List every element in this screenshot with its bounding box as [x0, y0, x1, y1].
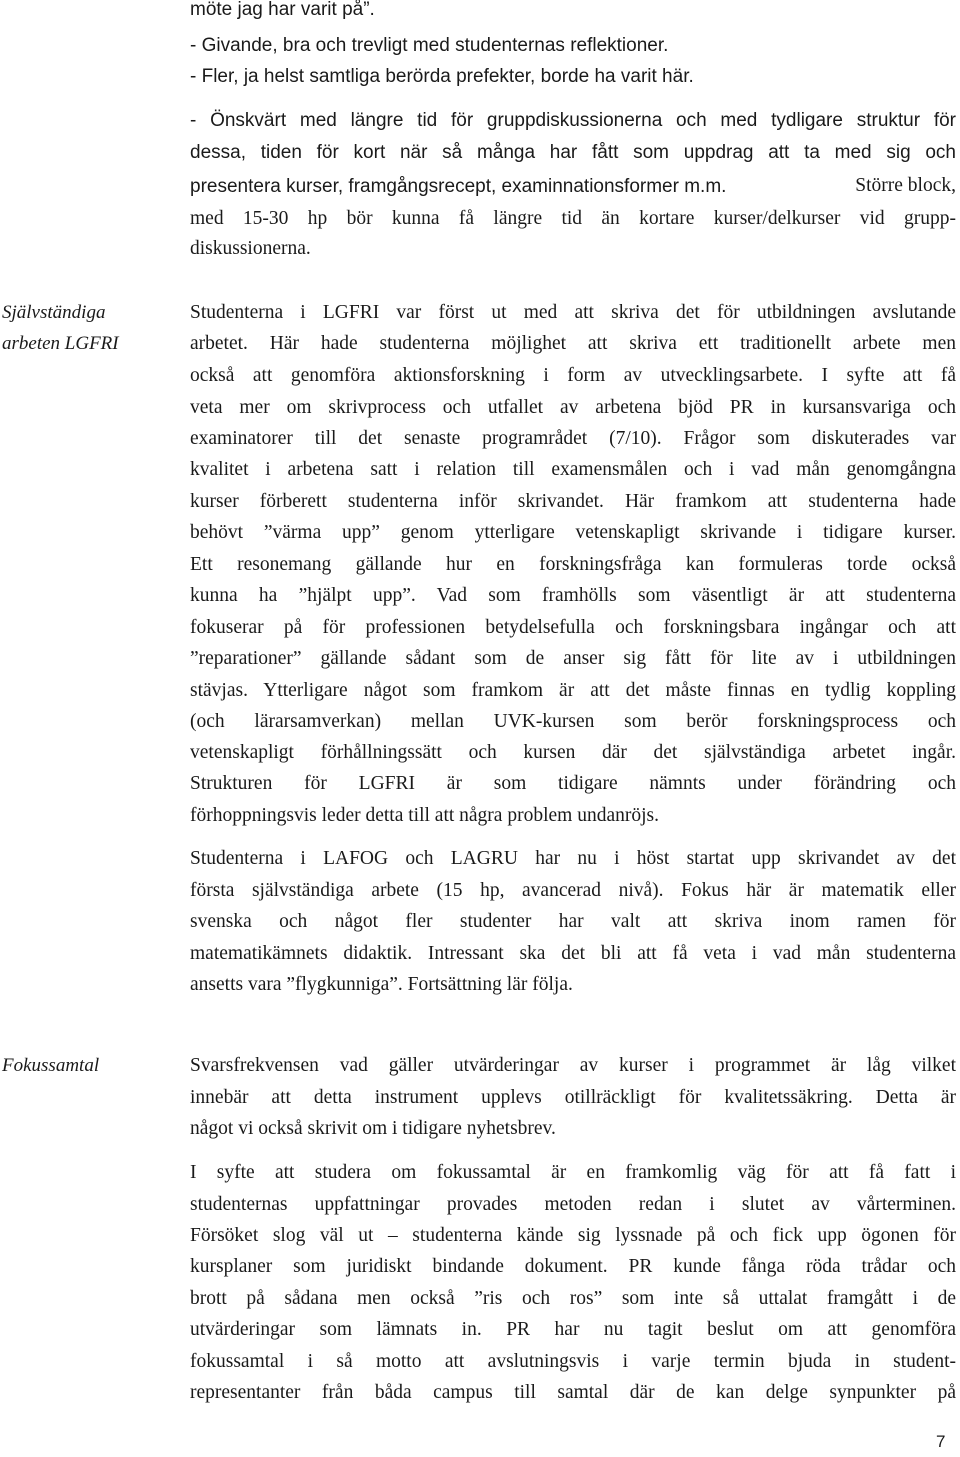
- paragraph-line: fokussamtal i så motto att avslutningsvis i varje termin bjuda in student-: [190, 1351, 956, 1372]
- margin-label: Fokussamtal: [2, 1055, 100, 1076]
- text-line: möte jag har varit på”.: [190, 0, 375, 20]
- paragraph-line: också att genomföra aktionsforskning i form av utvecklingsarbete. I syfte att få: [190, 365, 956, 386]
- bullet-line: - Givande, bra och trevligt med studenternas reflektioner.: [190, 35, 669, 56]
- paragraph-line: Studenterna i LGFRI var först ut med att skriva det för utbildningen avslutande: [190, 302, 956, 323]
- paragraph-line: brott på sådana men också ”ris och ros” som inte så uttalat framgått i de: [190, 1288, 956, 1309]
- paragraph-line: förhoppningsvis leder detta till att några problem undanröjs.: [190, 805, 659, 826]
- paragraph-line: Strukturen för LGFRI är som tidigare nämnts under förändring och: [190, 773, 956, 794]
- paragraph-line: kursplaner som juridiskt bindande dokument. PR kunde fånga röda trådar och: [190, 1256, 956, 1277]
- paragraph-line: svenska och något fler studenter har valt att skriva inom ramen för: [190, 911, 956, 932]
- paragraph-line: veta mer om skrivprocess och utfallet av arbetena bjöd PR in kursansvariga och: [190, 397, 956, 418]
- paragraph-line: innebär att detta instrument upplevs otillräckligt för kvalitetssäkring. Detta är: [190, 1087, 956, 1108]
- paragraph-line: kvalitet i arbetena satt i relation till examensmålen och i vad mån genomgångna: [190, 459, 956, 480]
- text-line: presentera kurser, framgångsrecept, examinnationsformer m.m.: [190, 176, 727, 197]
- paragraph-line: kunna ha ”hjälpt upp”. Vad som framhölls som väsentligt är att studenterna: [190, 585, 956, 606]
- page-number: 7: [936, 1432, 946, 1451]
- paragraph-line: vetenskapligt förhållningssätt och kursen där det självständiga arbetet ingår.: [190, 742, 956, 763]
- paragraph-line: arbetet. Här hade studenterna möjlighet att skriva ett traditionellt arbete men: [190, 333, 956, 354]
- paragraph-line: kurser förberett studenterna inför skrivandet. Här framkom att studenterna hade: [190, 491, 956, 512]
- paragraph-line: examinatorer till det senaste programrådet (7/10). Frågor som diskuterades var: [190, 428, 956, 449]
- bullet-line: - Önskvärt med längre tid för gruppdiskussionerna och med tydligare struktur för: [190, 110, 956, 131]
- paragraph-line: ”reparationer” gällande sådant som de anser sig fått för lite av i utbildningen: [190, 648, 956, 669]
- paragraph-line: matematikämnets didaktik. Intressant ska det bli att få veta i vad mån studenterna: [190, 943, 956, 964]
- text-line: diskussionerna.: [190, 238, 311, 259]
- paragraph-line: Svarsfrekvensen vad gäller utvärderingar av kurser i programmet är låg vilket: [190, 1055, 956, 1076]
- paragraph-line: I syfte att studera om fokussamtal är en framkomlig väg för att få fatt i: [190, 1162, 956, 1183]
- paragraph-line: (och lärarsamverkan) mellan UVK-kursen som berör forskningsprocess och: [190, 711, 956, 732]
- bullet-line: - Fler, ja helst samtliga berörda prefekter, borde ha varit här.: [190, 66, 694, 87]
- paragraph-line: Studenterna i LAFOG och LAGRU har nu i höst startat upp skrivandet av det: [190, 848, 956, 869]
- paragraph-line: något vi också skrivit om i tidigare nyhetsbrev.: [190, 1118, 556, 1139]
- paragraph-line: första självständiga arbete (15 hp, avancerad nivå). Fokus här är matematik eller: [190, 880, 956, 901]
- paragraph-line: Försöket slog väl ut – studenterna kände sig lyssnade på och fick upp ögonen för: [190, 1225, 956, 1246]
- paragraph-line: studenternas uppfattningar provades metoden redan i slutet av vårterminen.: [190, 1194, 956, 1215]
- paragraph-line: stävjas. Ytterligare något som framkom är att det måste finnas en tydlig koppling: [190, 680, 956, 701]
- text-line-end: Större block,: [855, 175, 956, 196]
- paragraph-line: utvärderingar som lämnats in. PR har nu tagit beslut om att genomföra: [190, 1319, 956, 1340]
- margin-label: arbeten LGFRI: [2, 333, 119, 354]
- paragraph-line: Ett resonemang gällande hur en forskningsfråga kan formuleras torde också: [190, 554, 956, 575]
- text-line: dessa, tiden för kort när så många har fått som uppdrag att ta med sig och: [190, 142, 956, 163]
- text-line: med 15-30 hp bör kunna få längre tid än kortare kurser/delkurser vid grupp-: [190, 208, 956, 229]
- margin-label: Självständiga: [2, 302, 106, 323]
- paragraph-line: behövt ”värma upp” genom ytterligare vetenskapligt skrivande i tidigare kurser.: [190, 522, 956, 543]
- paragraph-line: ansetts vara ”flygkunniga”. Fortsättning lär följa.: [190, 974, 573, 995]
- paragraph-line: representanter från båda campus till samtal där de kan delge synpunkter på: [190, 1382, 956, 1403]
- paragraph-line: fokuserar på för professionen betydelsefulla och forskningsbara ingångar och att: [190, 617, 956, 638]
